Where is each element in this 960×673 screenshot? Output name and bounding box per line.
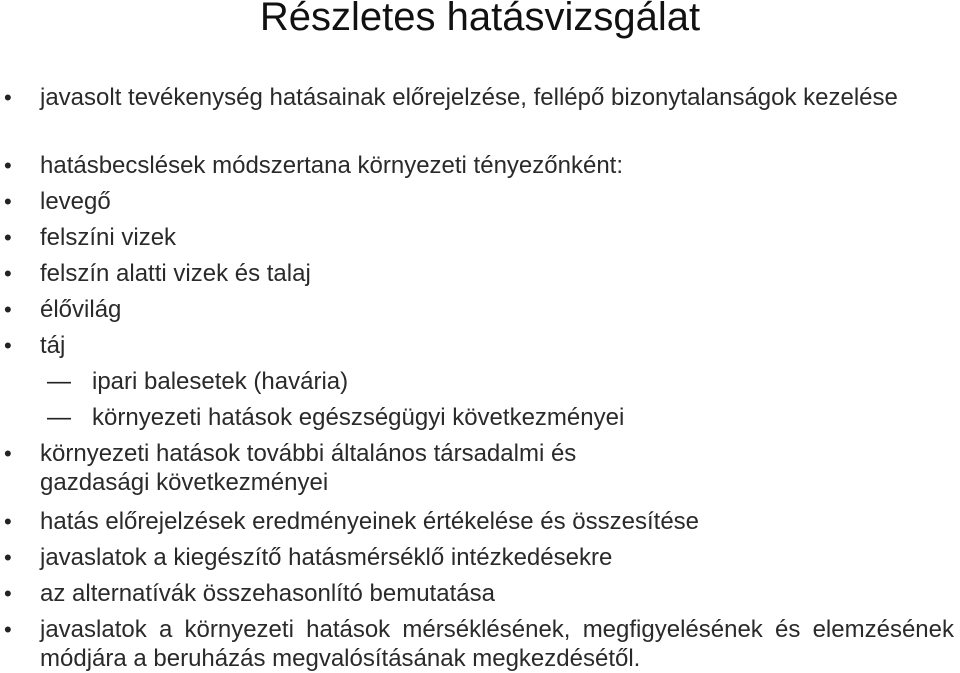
bullet-icon: • <box>4 189 12 214</box>
list-item-text: ipari balesetek (havária) <box>92 368 349 395</box>
bullet-icon: • <box>4 509 12 534</box>
bullet-icon: • <box>4 581 12 606</box>
list-item-text: környezeti hatások egészségügyi következményei <box>92 404 625 431</box>
list-item-text: felszíni vizek <box>40 224 177 251</box>
bullet-icon: • <box>4 441 12 466</box>
bullet-icon: • <box>4 153 12 178</box>
list-item-text: javaslatok a környezeti hatások mérséklésének, megfigyelésének és elemzésének módjára a beruházás megvalósításának megkezdésétől. <box>40 616 954 672</box>
bullet-icon: • <box>4 617 12 642</box>
slide-title: Részletes hatásvizsgálat <box>259 0 701 39</box>
dash-icon: — <box>47 404 71 431</box>
bullet-icon: • <box>4 225 12 250</box>
list-item-text: hatásbecslések módszertana környezeti tényezőnként: <box>40 152 623 179</box>
list-item-text: hatás előrejelzések eredményeinek értékelése és összesítése <box>40 508 700 535</box>
list-item-text: táj <box>40 332 66 359</box>
bullet-icon: • <box>4 333 12 358</box>
bullet-icon: • <box>4 261 12 286</box>
bullet-icon: • <box>4 545 12 570</box>
list-item-text: környezeti hatások további általános társadalmi és gazdasági következményei <box>40 440 577 496</box>
list-item-text: felszín alatti vizek és talaj <box>40 260 311 287</box>
list-item-text: az alternatívák összehasonlító bemutatása <box>40 580 495 607</box>
list-item-text: javasolt tevékenység hatásainak előrejelzése, fellépő bizonytalanságok kezelése <box>40 84 898 111</box>
list-item-text: élővilág <box>40 296 122 323</box>
dash-icon: — <box>47 368 71 395</box>
list-item-text: levegő <box>40 188 111 215</box>
bullet-icon: • <box>4 297 12 322</box>
list-item-text: javaslatok a kiegészítő hatásmérséklő intézkedésekre <box>40 544 613 571</box>
bullet-icon: • <box>4 85 12 110</box>
